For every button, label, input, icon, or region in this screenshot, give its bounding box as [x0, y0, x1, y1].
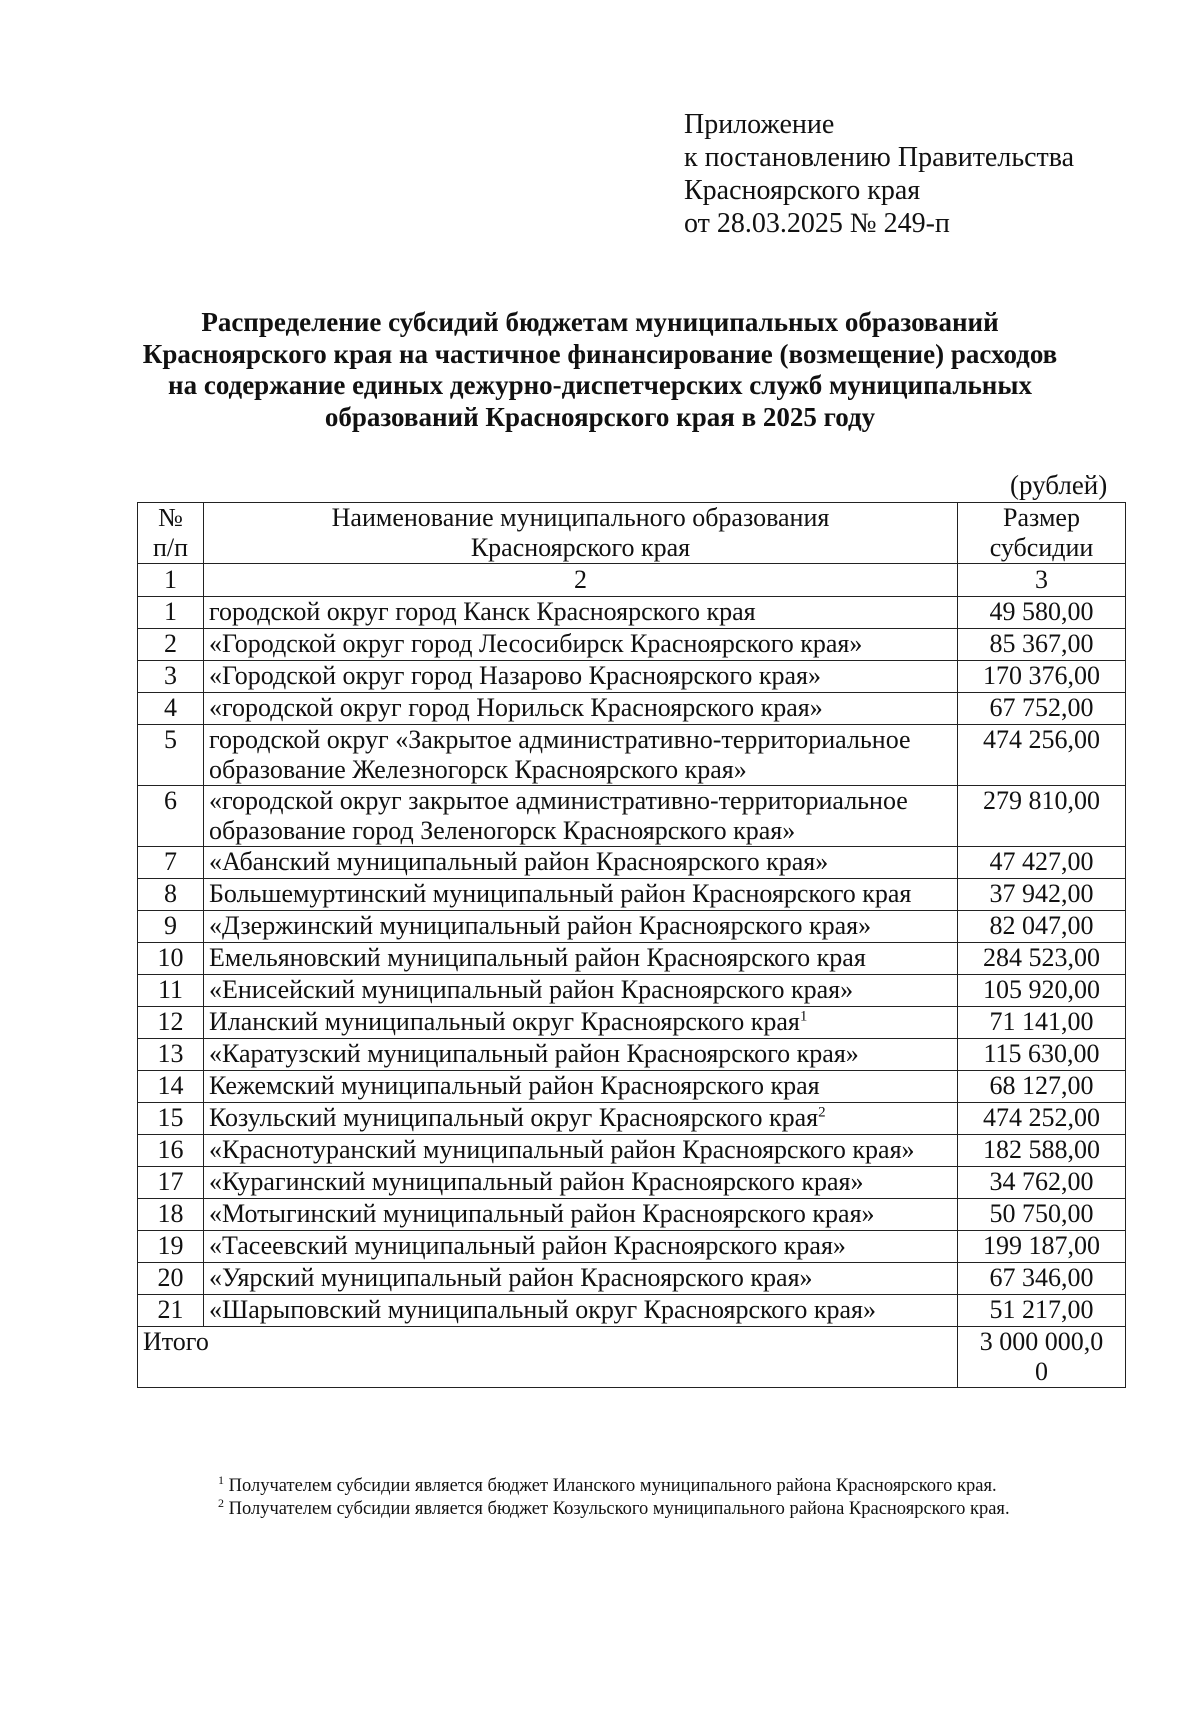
appendix-line: от 28.03.2025 № 249-п: [684, 208, 950, 239]
row-name-line: [209, 1103, 952, 1133]
appendix-line: Приложение: [684, 109, 835, 140]
table-row: [138, 911, 1126, 943]
row-name-text: Большемуртинский муниципальный район Красноярского края: [209, 879, 912, 908]
footnote: [218, 1495, 1010, 1521]
row-name: [204, 1263, 958, 1295]
footnote-reference: 1: [799, 1008, 808, 1025]
row-name-line: [209, 755, 952, 785]
row-amount: 85 367,00: [958, 629, 1126, 661]
row-number: 5: [138, 725, 204, 786]
row-name-text: «Курагинский муниципальный район Красноярского края»: [209, 1167, 864, 1196]
row-number: 11: [138, 975, 204, 1007]
row-name-line: [209, 1039, 952, 1069]
table-row: [138, 1199, 1126, 1231]
row-name-text: Емельяновский муниципальный район Красноярского края: [209, 943, 866, 972]
row-name-text: «Мотыгинский муниципальный район Красноярского края»: [209, 1199, 875, 1228]
row-number: 2: [138, 629, 204, 661]
total-label: Итого: [138, 1327, 958, 1388]
row-name-line: [209, 879, 952, 909]
header-name: [204, 503, 958, 564]
row-name: [204, 879, 958, 911]
title-line: Распределение субсидий бюджетам муниципальных образований: [201, 307, 999, 337]
row-name-text: «Тасеевский муниципальный район Красноярского края»: [209, 1231, 846, 1260]
row-number: 7: [138, 847, 204, 879]
row-name-line: [209, 816, 952, 846]
row-number: 14: [138, 1071, 204, 1103]
row-name: [204, 1199, 958, 1231]
row-name-line: [209, 1135, 952, 1165]
row-name-text: «Абанский муниципальный район Красноярского края»: [209, 847, 829, 876]
row-name-text: «Городской округ город Лесосибирск Красноярского края»: [209, 629, 863, 658]
header-amount-line: Размер: [1003, 503, 1080, 532]
row-amount: 49 580,00: [958, 597, 1126, 629]
row-number: 3: [138, 661, 204, 693]
row-amount: 34 762,00: [958, 1167, 1126, 1199]
table-row: [138, 661, 1126, 693]
column-index: 2: [204, 564, 958, 597]
row-name: [204, 1007, 958, 1039]
row-number: 10: [138, 943, 204, 975]
table-row: [138, 1167, 1126, 1199]
row-name-text: «городской округ город Норильск Красноярского края»: [209, 693, 823, 722]
row-name: [204, 975, 958, 1007]
row-amount: 47 427,00: [958, 847, 1126, 879]
row-name-text: «Городской округ город Назарово Красноярского края»: [209, 661, 821, 690]
row-name-line: [209, 1167, 952, 1197]
row-amount: 67 752,00: [958, 693, 1126, 725]
row-name-text: «Енисейский муниципальный район Красноярского края»: [209, 975, 854, 1004]
row-amount: 67 346,00: [958, 1263, 1126, 1295]
title-line: на содержание единых дежурно-диспетчерских служб муниципальных: [168, 370, 1032, 400]
row-name-text: Иланский муниципальный округ Красноярского края: [209, 1007, 800, 1036]
footnote-mark: 2: [218, 1495, 224, 1510]
table-row: [138, 879, 1126, 911]
row-name: [204, 661, 958, 693]
row-name-text: образование город Зеленогорск Красноярского края»: [209, 816, 796, 845]
row-amount: 199 187,00: [958, 1231, 1126, 1263]
column-index: 1: [138, 564, 204, 597]
row-name: [204, 1295, 958, 1327]
footnote-reference: 2: [818, 1104, 826, 1121]
table-row: [138, 693, 1126, 725]
table-row: [138, 1263, 1126, 1295]
row-name-line: [209, 847, 952, 877]
table-body: [138, 503, 1126, 1388]
title-line: образований Красноярского края в 2025 году: [324, 401, 876, 432]
table-row: [138, 1103, 1126, 1135]
row-number: 13: [138, 1039, 204, 1071]
row-amount: 474 252,00: [958, 1103, 1126, 1135]
header-name-line: Красноярского края: [470, 533, 691, 562]
row-name-text: городской округ город Канск Красноярского края: [209, 597, 756, 626]
row-name-line: [209, 1295, 952, 1325]
table-row: [138, 1071, 1126, 1103]
row-name-text: «Шарыповский муниципальный округ Красноярского края»: [209, 1295, 876, 1324]
table-row: [138, 975, 1126, 1007]
row-name-line: [209, 975, 952, 1005]
subsidy-table: [137, 502, 1126, 1388]
header-number-line: №: [158, 503, 183, 532]
row-name: [204, 786, 958, 847]
row-name: [204, 597, 958, 629]
footnotes: [218, 1472, 1010, 1521]
header-number: [138, 503, 204, 564]
table-row: [138, 725, 1126, 786]
row-name: [204, 1071, 958, 1103]
footnote-text: Получателем субсидии является бюджет Козульского муниципального района Красноярского края.: [228, 1499, 1010, 1519]
row-name-line: [209, 1263, 952, 1293]
row-name-text: городской округ «Закрытое административно-территориальное: [209, 725, 911, 754]
row-amount: 474 256,00: [958, 725, 1126, 786]
table-row: [138, 943, 1126, 975]
total-amount-line: 0: [1035, 1357, 1048, 1386]
row-amount: 170 376,00: [958, 661, 1126, 693]
footnote-text: Получателем субсидии является бюджет Иланского муниципального района Красноярского края.: [228, 1476, 997, 1496]
table-row: [138, 786, 1126, 847]
row-amount: 68 127,00: [958, 1071, 1126, 1103]
row-name-line: [209, 1199, 952, 1229]
table-row: [138, 1231, 1126, 1263]
column-index: 3: [958, 564, 1126, 597]
row-name-text: «Каратузский муниципальный район Красноярского края»: [209, 1039, 859, 1068]
document-title: [100, 307, 1100, 433]
header-amount-line: субсидии: [989, 533, 1094, 562]
table-row: [138, 597, 1126, 629]
row-name-text: «Дзержинский муниципальный район Красноярского края»: [209, 911, 872, 940]
total-row: [138, 1327, 1126, 1388]
table-row: [138, 629, 1126, 661]
row-number: 1: [138, 597, 204, 629]
row-amount: 284 523,00: [958, 943, 1126, 975]
row-amount: 37 942,00: [958, 879, 1126, 911]
total-amount: [958, 1327, 1126, 1388]
row-name-text: Козульский муниципальный округ Красноярского края: [209, 1103, 819, 1132]
row-number: 18: [138, 1199, 204, 1231]
row-number: 9: [138, 911, 204, 943]
row-number: 19: [138, 1231, 204, 1263]
row-name-line: [209, 1071, 952, 1101]
table-row: [138, 1295, 1126, 1327]
total-amount-line: 3 000 000,0: [979, 1327, 1104, 1356]
row-name: [204, 1103, 958, 1135]
row-name-line: [209, 943, 952, 973]
row-amount: 115 630,00: [958, 1039, 1126, 1071]
row-amount: 82 047,00: [958, 911, 1126, 943]
column-index-row: [138, 564, 1126, 597]
row-amount: 71 141,00: [958, 1007, 1126, 1039]
row-number: 4: [138, 693, 204, 725]
row-amount: 279 810,00: [958, 786, 1126, 847]
row-number: 8: [138, 879, 204, 911]
row-name-line: [209, 629, 952, 659]
row-name: [204, 693, 958, 725]
row-name-line: [209, 725, 952, 755]
row-amount: 51 217,00: [958, 1295, 1126, 1327]
header-number-line: п/п: [152, 533, 189, 562]
row-name: [204, 629, 958, 661]
table-row: [138, 1135, 1126, 1167]
row-name: [204, 911, 958, 943]
row-name-text: образование Железногорск Красноярского края»: [209, 755, 747, 784]
row-name-line: [209, 661, 952, 691]
row-amount: 182 588,00: [958, 1135, 1126, 1167]
row-name: [204, 1039, 958, 1071]
row-name-text: «Краснотуранский муниципальный район Красноярского края»: [209, 1135, 915, 1164]
table-row: [138, 1007, 1126, 1039]
row-name-line: [209, 597, 952, 627]
row-name: [204, 1167, 958, 1199]
header-amount: [958, 503, 1126, 564]
row-amount: 50 750,00: [958, 1199, 1126, 1231]
row-name-line: [209, 1007, 952, 1037]
row-name: [204, 847, 958, 879]
row-name-text: Кежемский муниципальный район Красноярского края: [209, 1071, 820, 1100]
row-name: [204, 725, 958, 786]
appendix-block: [684, 108, 1124, 240]
row-number: 6: [138, 786, 204, 847]
row-name-line: [209, 786, 952, 816]
row-number: 15: [138, 1103, 204, 1135]
row-number: 12: [138, 1007, 204, 1039]
row-name: [204, 1231, 958, 1263]
row-name-text: «городской округ закрытое административно-территориальное: [209, 786, 908, 815]
row-name-text: «Уярский муниципальный район Красноярского края»: [209, 1263, 813, 1292]
table-header-row: [138, 503, 1126, 564]
appendix-line: Красноярского края: [684, 175, 921, 206]
header-name-line: Наименование муниципального образования: [331, 503, 830, 532]
footnote: [218, 1472, 1010, 1498]
appendix-line: к постановлению Правительства: [684, 142, 1075, 173]
row-name-line: [209, 693, 952, 723]
row-amount: 105 920,00: [958, 975, 1126, 1007]
row-number: 20: [138, 1263, 204, 1295]
footnote-mark: 1: [218, 1472, 224, 1487]
row-number: 21: [138, 1295, 204, 1327]
row-number: 16: [138, 1135, 204, 1167]
row-name: [204, 1135, 958, 1167]
row-name-line: [209, 1231, 952, 1261]
table-row: [138, 847, 1126, 879]
units-label: (рублей): [1010, 470, 1108, 500]
row-name-line: [209, 911, 952, 941]
row-name: [204, 943, 958, 975]
table-row: [138, 1039, 1126, 1071]
row-number: 17: [138, 1167, 204, 1199]
title-line: Красноярского края на частичное финансирование (возмещение) расходов: [142, 338, 1058, 369]
